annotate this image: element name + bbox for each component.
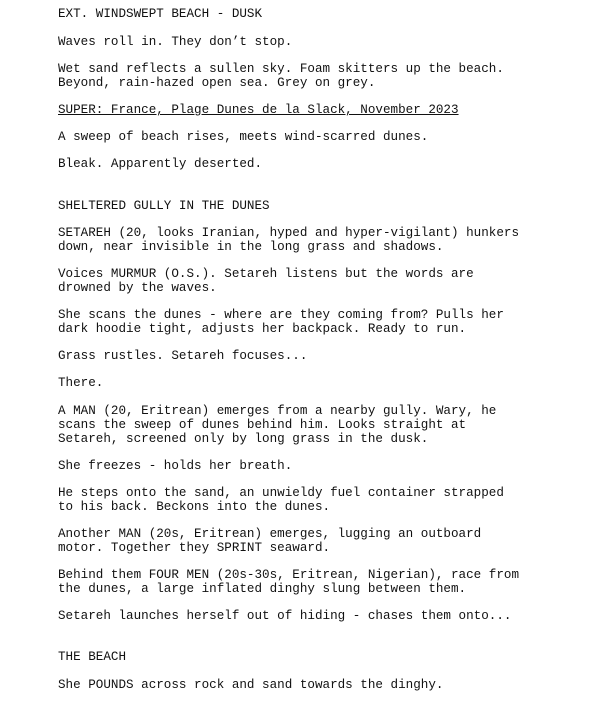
action-line: There. (58, 376, 104, 390)
action-line: Bleak. Apparently deserted. (58, 157, 263, 171)
action-line: She POUNDS across rock and sand towards the dinghy. (58, 678, 444, 692)
action-line: Grass rustles. Setareh focuses... (58, 349, 308, 363)
action-line: down, near invisible in the long grass and shadows. (58, 240, 444, 254)
action-line: A MAN (20, Eritrean) emerges from a nearby gully. Wary, he (58, 404, 497, 418)
action-line: Wet sand reflects a sullen sky. Foam skitters up the beach. (58, 62, 504, 76)
action-line: She freezes - holds her breath. (58, 459, 293, 473)
scene-heading-the-beach: THE BEACH (58, 650, 127, 664)
action-line: Setareh, screened only by long grass in the dusk. (58, 432, 429, 446)
super-title: SUPER: France, Plage Dunes de la Slack, November 2023 (58, 103, 459, 117)
action-line: A sweep of beach rises, meets wind-scarred dunes. (58, 130, 429, 144)
action-line: the dunes, a large inflated dinghy slung between them. (58, 582, 467, 596)
scene-heading-gully: SHELTERED GULLY IN THE DUNES (58, 199, 270, 213)
action-line: scans the sweep of dunes behind him. Looks straight at (58, 418, 467, 432)
scene-heading-beach-dusk: EXT. WINDSWEPT BEACH - DUSK (58, 7, 263, 21)
action-line: She scans the dunes - where are they coming from? Pulls her (58, 308, 504, 322)
action-line: Beyond, rain-hazed open sea. Grey on grey. (58, 76, 376, 90)
action-line: to his back. Beckons into the dunes. (58, 500, 331, 514)
action-line: Behind them FOUR MEN (20s-30s, Eritrean, Nigerian), race from (58, 568, 520, 582)
action-line: Setareh launches herself out of hiding - chases them onto... (58, 609, 512, 623)
action-line: Another MAN (20s, Eritrean) emerges, lugging an outboard (58, 527, 482, 541)
action-line: SETAREH (20, looks Iranian, hyped and hyper-vigilant) hunkers (58, 226, 520, 240)
action-line: drowned by the waves. (58, 281, 217, 295)
action-line: He steps onto the sand, an unwieldy fuel container strapped (58, 486, 504, 500)
action-line: motor. Together they SPRINT seaward. (58, 541, 331, 555)
action-line: Waves roll in. They don’t stop. (58, 35, 293, 49)
action-line: dark hoodie tight, adjusts her backpack. Ready to run. (58, 322, 467, 336)
action-line: Voices MURMUR (O.S.). Setareh listens but the words are (58, 267, 474, 281)
